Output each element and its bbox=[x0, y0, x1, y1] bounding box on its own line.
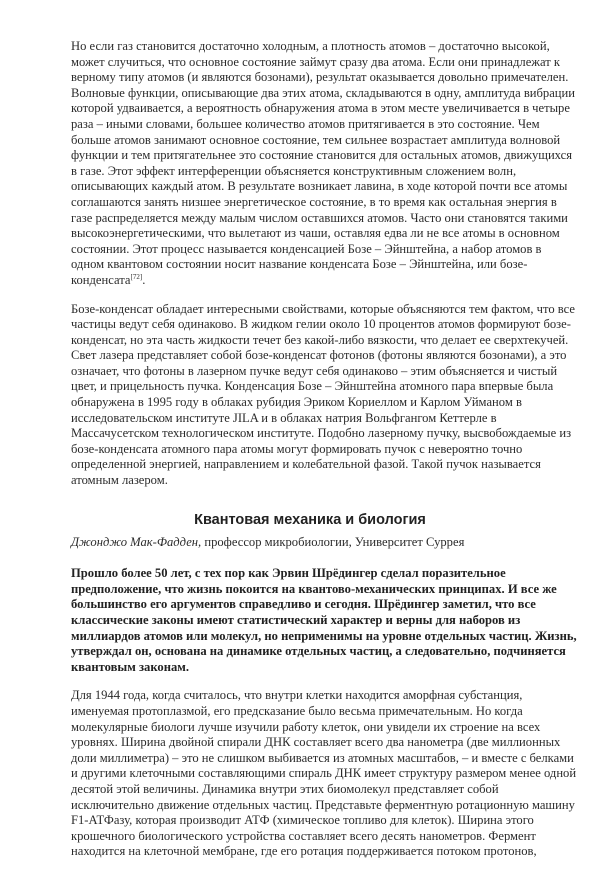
text-line: доли миллиметра) – это не слишком выбивается из атомных масштабов, – и вместе с белками bbox=[71, 750, 574, 765]
author-byline bbox=[71, 535, 549, 551]
text-line: атомным лазером. bbox=[71, 473, 168, 488]
paragraph-bose-einstein-condensation bbox=[71, 39, 576, 289]
text-line: F1-АТФазу, которая производит АТФ (химическое топливо для клеток). Ширина этого bbox=[71, 813, 534, 828]
paragraph-protoplasm bbox=[71, 688, 577, 860]
text-line: миллиардов атомов или молекул, но неприменимы на уровне отдельных частиц. Жизнь, bbox=[71, 628, 577, 643]
text-line: Для 1944 года, когда считалось, что внутри клетки находится аморфная субстанция, bbox=[71, 688, 523, 703]
text-line: большинство его аргументов справедливо и сегодня. Шрёдингер заметил, что все bbox=[71, 597, 536, 612]
text-line: молекулярные биологи лучше изучили работу клеток, они увидели их строение на всех bbox=[71, 719, 541, 734]
text-fragment: конденсата bbox=[71, 272, 131, 287]
text-line: классические законы имеют статистический характер и верны для наборов из bbox=[71, 613, 521, 627]
text-line: конденсат, но эта часть жидкости течет без какой-либо вязкости, что делает ее сверхтекучей. bbox=[71, 332, 569, 347]
text-line: описывающих каждый атом. В результате возникает лавина, в ходе которой почти все атомы bbox=[71, 179, 568, 194]
text-line: одном квантовом состоянии носит название конденсата Бозе – Эйнштейна, или бозе- bbox=[71, 257, 528, 272]
text-line: состоянии. Этот процесс называется конденсацией Бозе – Эйнштейна, а набор атомов в bbox=[71, 241, 542, 256]
text-line: обнаружена в 1995 году в облаках рубидия Эриком Кориеллом и Карлом Уйманом в bbox=[71, 395, 522, 410]
text-line: исключительно движение отдельных частиц. Представьте ферментную ротационную машину bbox=[71, 797, 575, 812]
text-line: утверждал он, основана на динамике отдельных частиц, а следовательно, подчиняется bbox=[71, 644, 566, 659]
text-line: Массачусетском технологическом институте. Подобно лазерному пучку, высвобождаемые из bbox=[71, 426, 572, 441]
punctuation: . bbox=[142, 272, 146, 287]
text-line: Бозе-конденсат обладает интересными свойствами, которые объясняются тем фактом, что все bbox=[71, 301, 575, 316]
text-line bbox=[71, 273, 549, 289]
text-line: Но если газ становится достаточно холодным, а плотность атомов – достаточно высокой, bbox=[71, 39, 550, 53]
text-line: частицы ведут себя одинаково. В жидком гелии около 10 процентов атомов формируют бозе- bbox=[71, 317, 571, 332]
text-line: десятой этой величины. Динамика внутри этих биомолекул представляет собой bbox=[71, 781, 499, 796]
text-line: раза – иными словами, большее количество атомов притягивается в это состояние. Чем bbox=[71, 116, 540, 131]
document-page bbox=[71, 39, 577, 873]
text-line: и другими клеточными составляющими спираль ДНК имеет структуру размером менее одной bbox=[71, 766, 577, 781]
text-line: уровнях. Ширина двойной спирали ДНК составляет всего два нанометра (две миллионных bbox=[71, 735, 561, 750]
text-line: функции и тем притягательнее это состояние становится для остальных атомов, движущихся bbox=[71, 148, 573, 163]
text-line: бозе-конденсата атомного пара атомы могут формировать пучок с невероятно точно bbox=[71, 441, 523, 456]
text-line: в газе. Этот эффект интерференции объясняется конструктивным сложением волн, bbox=[71, 163, 517, 178]
text-line: находится на клеточной мембране, где его ротация поддерживается потоком протонов, bbox=[71, 844, 537, 859]
text-line: именуемая протоплазмой, его предсказание было весьма примечательным. Но когда bbox=[71, 703, 523, 718]
text-line: Свет лазера представляет собой бозе-конденсат фотонов (фотоны являются бозонами), а это bbox=[71, 348, 567, 363]
text-line: высокоэнергетическими, что вылетают из чаши, оставляя едва ли не все атомы в основном bbox=[71, 226, 560, 241]
text-line: крошечного биологического устройства составляет всего десять нанометров. Фермент bbox=[71, 828, 536, 843]
text-line: больше атомов занимают основное состояние, тем сильнее возрастает амплитуда волновой bbox=[71, 132, 561, 147]
text-line: Прошло более 50 лет, с тех пор как Эрвин Шрёдингер сделал поразительное bbox=[71, 566, 506, 581]
text-line: означает, что фотоны в лазерном пучке ведут себя одинаково – этим объясняется и чистый bbox=[71, 363, 558, 378]
text-line: может случиться, что основное состояние займут сразу два атома. Если они принадлежат к bbox=[71, 54, 561, 69]
text-line: определенной энергией, направлением и колебательной фазой. Такой пучок называется bbox=[71, 457, 541, 472]
text-line: исследовательском институте JILA и в облаках натрия Вольфгангом Кеттерле в bbox=[71, 410, 497, 425]
text-line: газе распределяется между малым числом оставшихся атомов. Часто они становятся такими bbox=[71, 210, 568, 225]
author-affiliation: профессор микробиологии, Университет Суррея bbox=[201, 534, 465, 549]
text-line: соглашаются занять низшее энергетическое состояние, в то время как остальная энергия в bbox=[71, 194, 557, 209]
text-line: верному типу атомов (и являются бозонами), результат оказывается довольно примечателен. bbox=[71, 70, 569, 85]
text-line: которой удваивается, а вероятность обнаружения атома в этом месте увеличивается в четыре bbox=[71, 101, 570, 116]
paragraph-bose-condensate-properties bbox=[71, 301, 575, 489]
text-line: Волновые функции, описывающие два этих атома, складываются в одну, амплитуда вибрации bbox=[71, 85, 576, 100]
footnote-reference[interactable]: [72] bbox=[130, 272, 143, 281]
text-line: квантовым законам. bbox=[71, 659, 189, 674]
section-heading: Квантовая механика и биология bbox=[194, 511, 426, 528]
text-line: предположение, что жизнь покоится на квантово-механических принципах. И все же bbox=[71, 581, 557, 596]
text-line: цвет, и прицельность пучка. Конденсация Бозе – Эйнштейна атомного пара впервые была bbox=[71, 379, 554, 394]
lead-paragraph bbox=[71, 566, 577, 675]
author-name: Джонджо Мак-Фадден, bbox=[71, 534, 202, 549]
